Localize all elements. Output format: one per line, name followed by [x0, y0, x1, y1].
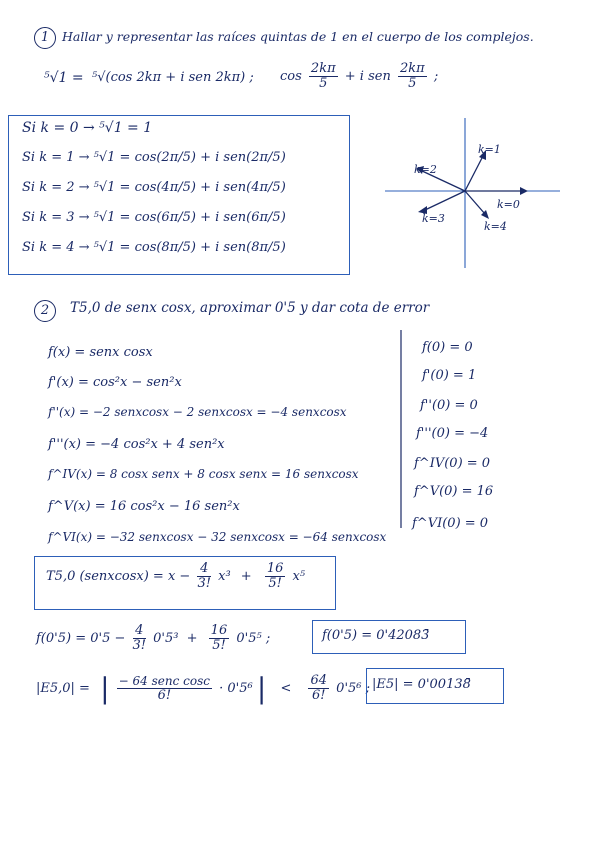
case-k4: Si k = 4 → ⁵√1 = cos(8π/5) + i sen(8π/5)	[22, 240, 286, 255]
problem-1-number: 1	[34, 27, 56, 49]
derivative-6: f^VI(x) = −32 senxcosx − 32 senxcosx = −64 senxcosx	[48, 530, 387, 544]
derivative-4: f^IV(x) = 8 cosx senx + 8 cosx senx = 16 senxcosx	[48, 467, 359, 481]
approx-lhs: f(0'5) = 0'5 −	[36, 631, 126, 646]
case-k3: Si k = 3 → ⁵√1 = cos(6π/5) + i sen(6π/5)	[22, 210, 286, 225]
approximation-result: f(0'5) = 0'42083̄	[322, 628, 430, 643]
root-formula-middle: ⁵√(cos 2kπ + i sen 2kπ) ;	[92, 70, 254, 85]
diagram-label-k0: k=0	[497, 198, 520, 211]
case-k0: Si k = 0 → ⁵√1 = 1	[22, 120, 153, 136]
error-lhs: |E5,0| =	[36, 681, 90, 696]
approx-term2-numerator: 16	[210, 623, 228, 638]
diagram-label-k3: k=3	[422, 212, 445, 225]
taylor-polynomial	[46, 562, 305, 591]
diagram-label-k1: k=1	[478, 143, 501, 156]
value-at-zero-3: f'''(0) = −4	[416, 426, 489, 441]
approx-term1-denominator: 3!	[132, 638, 147, 653]
case-k2: Si k = 2 → ⁵√1 = cos(4π/5) + i sen(4π/5)	[22, 180, 286, 195]
problem-1-title: Hallar y representar las raíces quintas de 1 en el cuerpo de los complejos.	[62, 29, 534, 44]
approx-plus: +	[186, 631, 198, 646]
approximation-line	[36, 624, 270, 653]
problem-2-number: 2	[34, 300, 56, 322]
error-bound-denominator: 6!	[312, 688, 326, 703]
value-at-zero-0: f(0) = 0	[422, 340, 473, 355]
sen-fraction-numerator: 2kπ	[399, 61, 425, 76]
case-k1: Si k = 1 → ⁵√1 = cos(2π/5) + i sen(2π/5)	[22, 150, 286, 165]
error-bound-power: 0'5⁶ ;	[336, 681, 371, 696]
value-at-zero-5: f^V(0) = 16	[414, 484, 494, 499]
derivative-1: f'(x) = cos²x − sen²x	[48, 375, 182, 390]
root-formula-rhs: cos $\frac{2k\pi}{5}$ + i sen $\frac{2k\pi}{5}$ ;	[280, 61, 439, 91]
approx-term2-denominator: 5!	[212, 638, 226, 653]
problem-2-title: T5,0 de senx cosx, aproximar 0'5 y dar cota de error	[70, 300, 430, 316]
approx-term1-power: 0'5³	[153, 631, 179, 646]
cos-fraction-numerator: 2kπ	[310, 61, 336, 76]
error-power: · 0'5⁶	[219, 681, 253, 696]
error-denominator: 6!	[157, 688, 172, 703]
taylor-term2-denominator: 5!	[268, 576, 282, 591]
value-at-zero-1: f'(0) = 1	[422, 368, 477, 383]
taylor-term1-denominator: 3!	[197, 576, 211, 591]
taylor-lhs: T5,0 (senxcosx) = x −	[46, 569, 191, 584]
diagram-label-k4: k=4	[484, 220, 507, 233]
taylor-term2-power: x⁵	[292, 569, 306, 584]
value-at-zero-6: f^VI(0) = 0	[412, 516, 489, 531]
cos-fraction-denominator: 5	[319, 76, 328, 91]
derivative-2: f''(x) = −2 senxcosx − 2 senxcosx = −4 senxcosx	[48, 405, 347, 419]
error-result: |E5| = 0'00138̄	[372, 677, 471, 692]
approx-term2-power: 0'5⁵ ;	[236, 631, 271, 646]
error-numerator: − 64 senc cosc	[118, 674, 210, 688]
value-at-zero-4: f^IV(0) = 0	[414, 456, 491, 471]
taylor-term1-numerator: 4	[197, 562, 211, 577]
sen-fraction-denominator: 5	[408, 76, 417, 91]
derivative-0: f(x) = senx cosx	[48, 345, 153, 360]
error-bound-line: |E5,0| = | $\frac{\text{− 64 senc cosc}}{6!}$ · 0'5⁶ | < $\frac{64}{6!}$ 0'5⁶ ;	[36, 672, 371, 705]
taylor-term1-power: x³	[218, 569, 231, 584]
derivative-5: f^V(x) = 16 cos²x − 16 sen²x	[48, 499, 240, 514]
taylor-plus: +	[240, 569, 252, 584]
derivative-3: f'''(x) = −4 cos²x + 4 sen²x	[48, 437, 225, 452]
diagram-label-k2: k=2	[414, 163, 437, 176]
value-at-zero-2: f''(0) = 0	[420, 398, 478, 413]
taylor-term2-numerator: 16	[266, 561, 284, 576]
root-formula-lhs: ⁵√1 =	[44, 70, 84, 86]
error-less-than: <	[280, 681, 292, 696]
error-bound-numerator: 64	[310, 673, 328, 688]
approx-term1-numerator: 4	[133, 624, 147, 639]
